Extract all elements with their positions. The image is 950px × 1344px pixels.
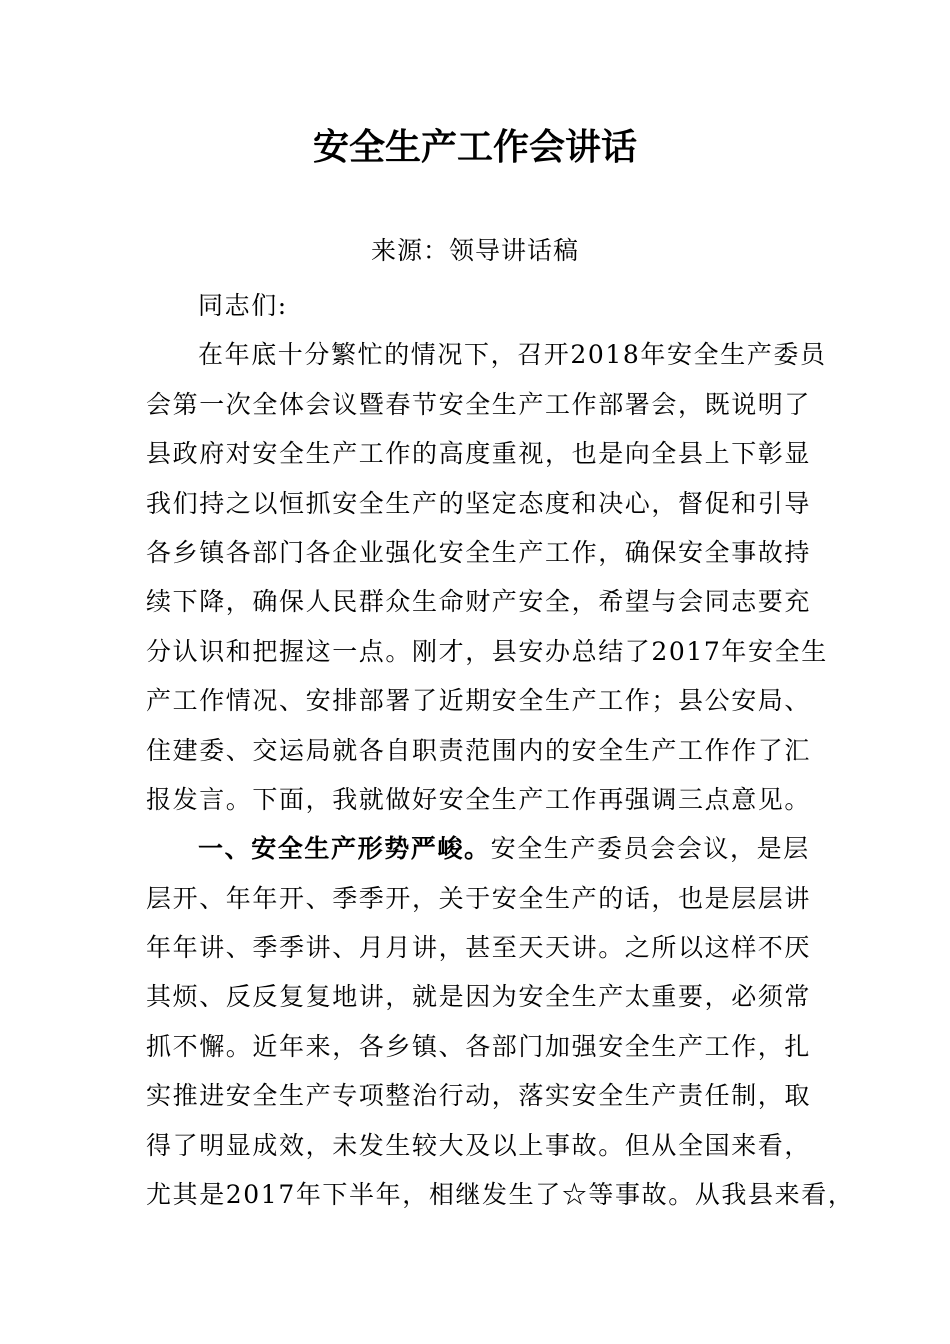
- paragraph-line: 实推进安全生产专项整治行动，落实安全生产责任制，取: [146, 1081, 812, 1111]
- paragraph-line: 产工作情况、安排部署了近期安全生产工作；县公安局、: [146, 686, 812, 716]
- paragraph-line: 会第一次全体会议暨春节安全生产工作部署会，既说明了: [146, 389, 812, 419]
- section-1-text: 安全生产委员会会议，是层: [490, 834, 810, 864]
- paragraph-line: 我们持之以恒抓安全生产的坚定态度和决心，督促和引导: [146, 488, 812, 518]
- paragraph-line: 住建委、交运局就各自职责范围内的安全生产工作作了汇: [146, 735, 812, 765]
- section-1-first-line: [146, 824, 826, 873]
- paragraph-line: 年年讲、季季讲、月月讲，甚至天天讲。之所以这样不厌: [146, 933, 812, 963]
- paragraph-line: 层开、年年开、季季开，关于安全生产的话，也是层层讲: [146, 883, 812, 913]
- paragraph-line: 尤其是2017年下半年，相继发生了☆等事故。从我县来看，: [146, 1180, 855, 1210]
- document-source: 来源：领导讲话稿: [370, 236, 579, 265]
- paragraph-line: 续下降，确保人民群众生命财产安全，希望与会同志要充: [146, 587, 812, 617]
- paragraph-line: 各乡镇各部门各企业强化安全生产工作，确保安全事故持: [146, 537, 812, 567]
- salutation: 同志们:: [198, 291, 288, 320]
- document-body: [146, 281, 855, 1219]
- paragraph-line: 抓不懈。近年来，各乡镇、各部门加强安全生产工作，扎: [146, 1031, 812, 1061]
- paragraph-line: 县政府对安全生产工作的高度重视，也是向全县上下彰显: [146, 439, 812, 469]
- document-title: 安全生产工作会讲话: [312, 126, 637, 168]
- paragraph-line: 其烦、反反复复地讲，就是因为安全生产太重要，必须常: [146, 982, 812, 1012]
- paragraph-line: 得了明显成效，未发生较大及以上事故。但从全国来看，: [146, 1130, 812, 1160]
- paragraph-line: 在年底十分繁忙的情况下，召开2018年安全生产委员: [198, 340, 827, 370]
- section-1-heading: 一、安全生产形势严峻。: [198, 834, 491, 864]
- paragraph-line: 报发言。下面，我就做好安全生产工作再强调三点意见。: [146, 784, 812, 814]
- paragraph-line: 分认识和把握这一点。刚才，县安办总结了2017年安全生: [146, 636, 828, 666]
